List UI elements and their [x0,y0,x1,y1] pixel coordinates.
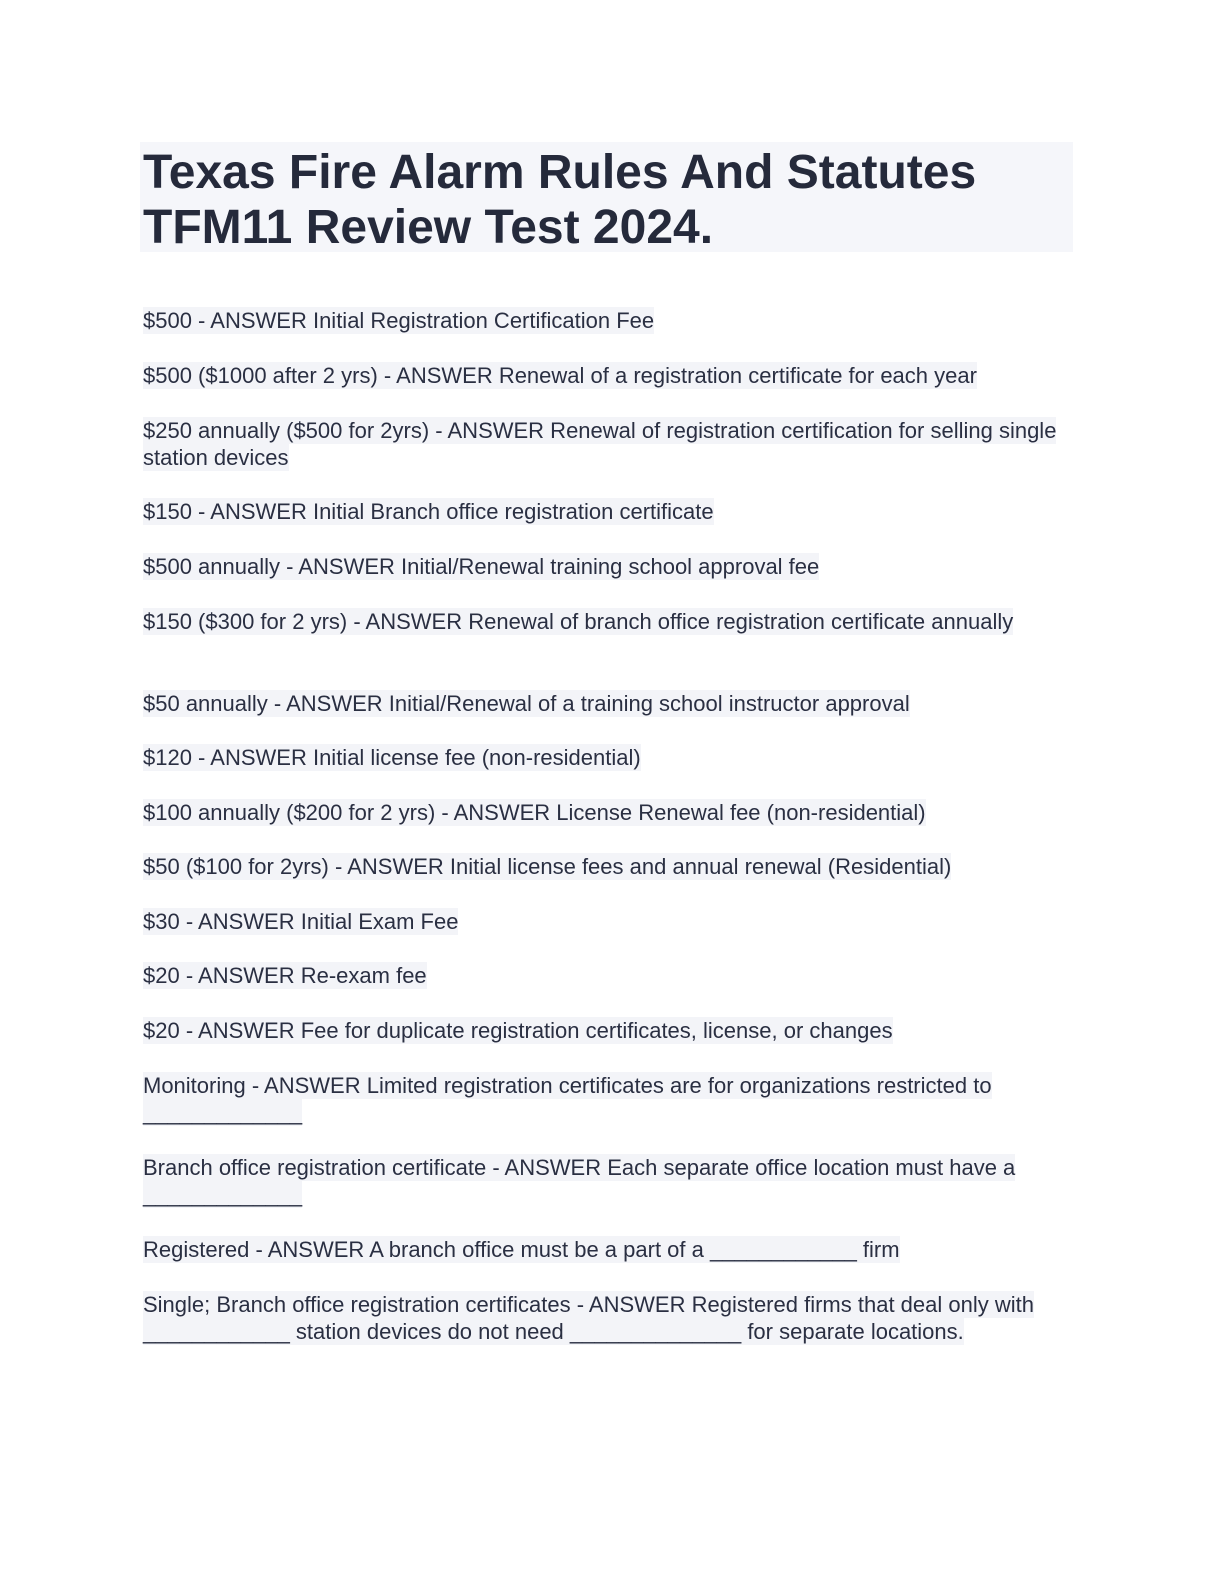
qa-item [143,962,1078,989]
qa-item-text: Monitoring - ANSWER Limited registration certificates are for organizations restricted to _____________ [143,1073,992,1126]
qa-item-text: Branch office registration certificate - ANSWER Each separate office location must have a _____________ [143,1155,1016,1208]
qa-item [143,690,1078,717]
qa-item [143,799,1078,826]
qa-item [143,608,1078,635]
qa-item-text: $250 annually ($500 for 2yrs) - ANSWER Renewal of registration certification for selling single station devices [143,418,1057,471]
document-title [140,142,1073,252]
title-line-1: Texas Fire Alarm Rules And Statutes [143,146,977,199]
qa-item-text: $100 annually ($200 for 2 yrs) - ANSWER License Renewal fee (non-residential) [143,800,926,825]
qa-item-text: $30 - ANSWER Initial Exam Fee [143,909,459,934]
qa-item [143,362,1078,389]
qa-item-text: $50 annually - ANSWER Initial/Renewal of a training school instructor approval [143,691,910,716]
qa-item [143,553,1078,580]
qa-item [143,744,1078,771]
qa-item [143,1291,1078,1346]
qa-item [143,498,1078,525]
qa-item [143,908,1078,935]
qa-item [143,1072,1078,1127]
qa-item-text: $500 ($1000 after 2 yrs) - ANSWER Renewal of a registration certificate for each year [143,363,977,388]
qa-item-text: $120 - ANSWER Initial license fee (non-residential) [143,745,641,770]
qa-item-text: $500 - ANSWER Initial Registration Certification Fee [143,308,655,333]
qa-item-text: $150 ($300 for 2 yrs) - ANSWER Renewal of branch office registration certificate annually [143,609,1014,634]
qa-item [143,1154,1078,1209]
qa-item-text: Single; Branch office registration certificates - ANSWER Registered firms that deal only with ____________ station devices do not need ______________ for separate locations. [143,1292,1034,1345]
qa-item [143,1017,1078,1044]
qa-item-text: $150 - ANSWER Initial Branch office registration certificate [143,499,714,524]
qa-item-text: $20 - ANSWER Re-exam fee [143,963,427,988]
qa-item-text: $500 annually - ANSWER Initial/Renewal training school approval fee [143,554,820,579]
qa-item [143,1236,1078,1263]
qa-item [143,853,1078,880]
qa-item-text: $20 - ANSWER Fee for duplicate registration certificates, license, or changes [143,1018,893,1043]
qa-item [143,307,1078,334]
qa-item [143,417,1078,472]
title-line-2: TFM11 Review Test 2024. [143,201,714,254]
qa-item-text: $50 ($100 for 2yrs) - ANSWER Initial license fees and annual renewal (Residential) [143,854,952,879]
qa-item-text: Registered - ANSWER A branch office must be a part of a ____________ firm [143,1237,900,1262]
